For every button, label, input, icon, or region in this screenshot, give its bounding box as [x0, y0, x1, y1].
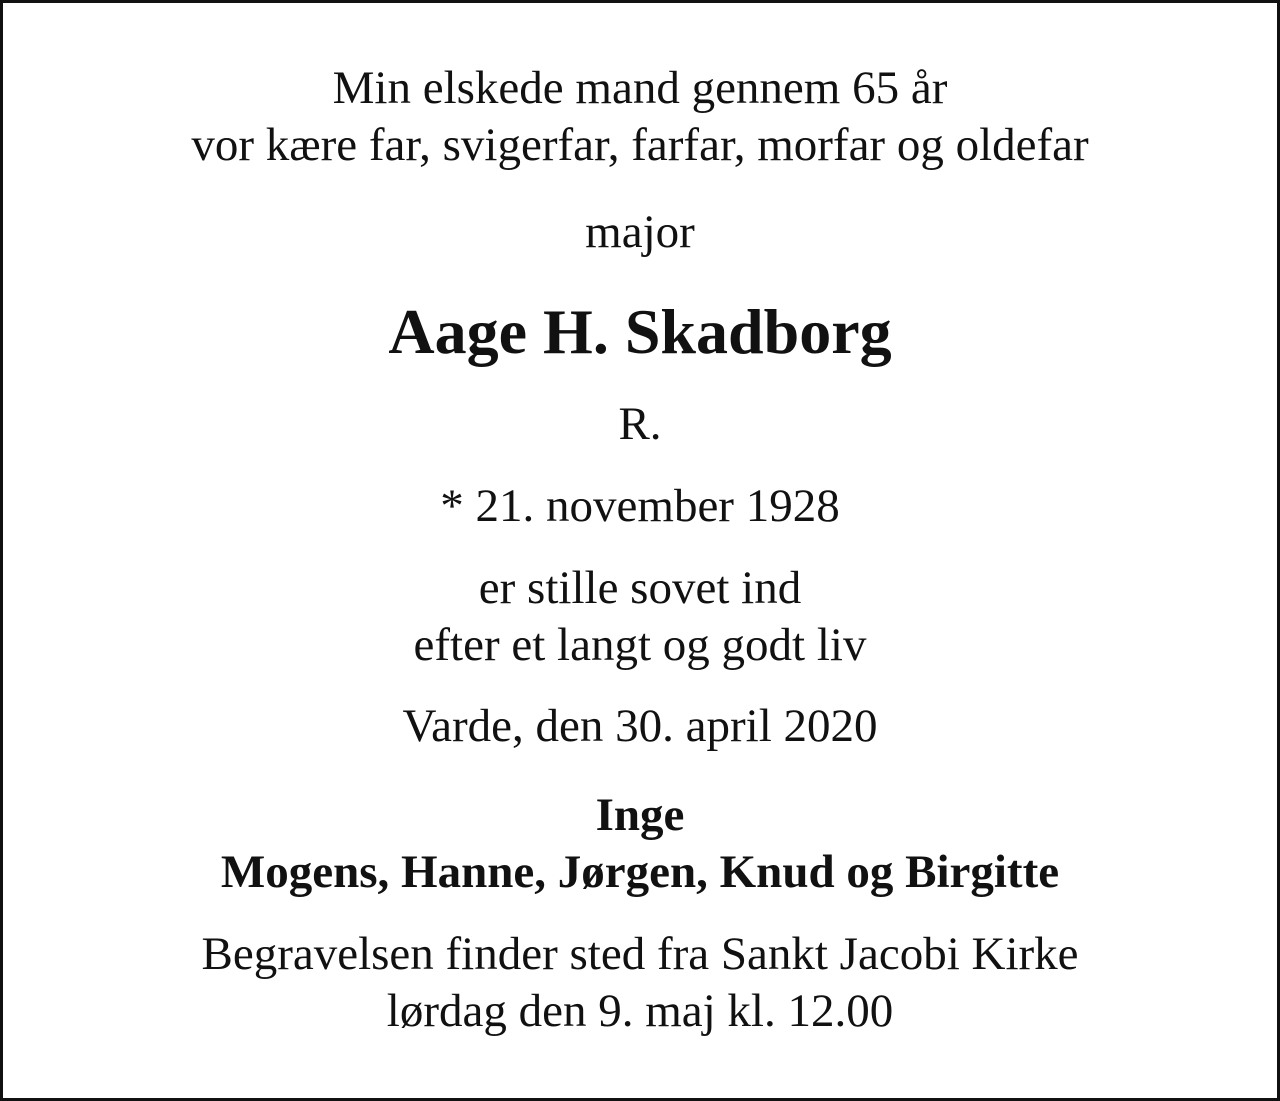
rank-text: major [585, 206, 695, 258]
intro-line-1: Min elskede mand gennem 65 år [332, 62, 948, 114]
honor-abbreviation: R. [618, 398, 662, 450]
survivor-children: Mogens, Hanne, Jørgen, Knud og Birgitte [220, 846, 1060, 898]
birth-date: * 21. november 1928 [440, 480, 840, 532]
deceased-name: Aage H. Skadborg [388, 296, 892, 367]
funeral-line-1: Begravelsen finder sted fra Sankt Jacobi Kirke [201, 928, 1079, 980]
passing-line-1: er stille sovet ind [478, 562, 802, 614]
survivor-spouse: Inge [595, 789, 685, 841]
intro-line-2: vor kære far, svigerfar, farfar, morfar og oldefar [191, 119, 1089, 171]
passing-line-2: efter et langt og godt liv [413, 619, 867, 671]
funeral-line-2: lørdag den 9. maj kl. 12.00 [386, 985, 894, 1037]
place-date: Varde, den 30. april 2020 [402, 700, 878, 752]
